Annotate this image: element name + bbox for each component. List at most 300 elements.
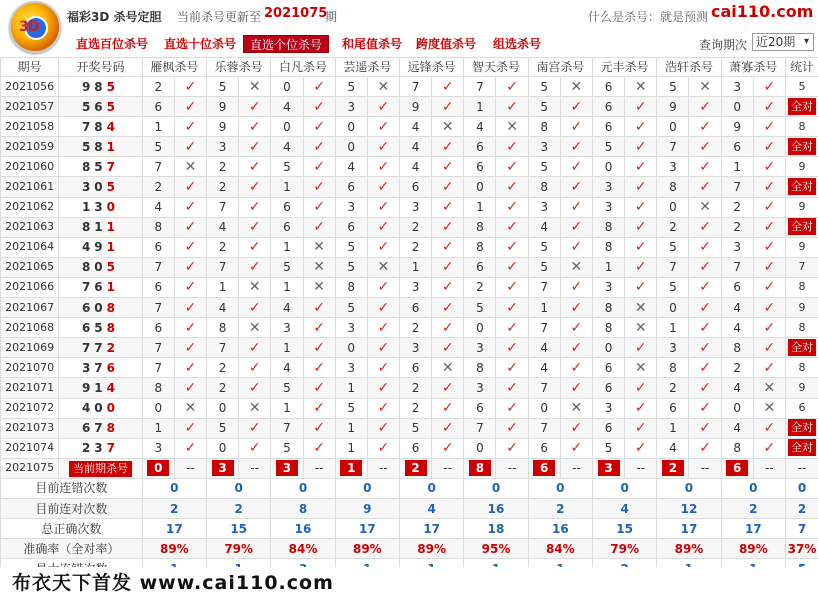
check-mark-icon: ✓: [367, 378, 399, 398]
kill-value: 1: [271, 237, 303, 257]
current-kill-cell: [271, 458, 303, 478]
current-dash: --: [174, 458, 206, 478]
check-mark-icon: ✓: [303, 358, 335, 378]
all-correct-badge: 全对: [788, 419, 816, 436]
check-mark-icon: ✓: [303, 157, 335, 177]
period-cell: 2021064: [1, 237, 59, 257]
check-mark-icon: ✓: [689, 157, 721, 177]
cross-mark-icon: ✕: [367, 77, 399, 97]
draw-digit: 5: [94, 159, 107, 174]
cross-mark-icon: ✕: [560, 257, 592, 277]
check-mark-icon: ✓: [753, 177, 785, 197]
current-kill-badge: 8: [469, 460, 491, 476]
kill-value: 2: [721, 197, 753, 217]
check-mark-icon: ✓: [303, 298, 335, 318]
kill-value: 3: [335, 318, 367, 338]
current-kill-badge: 6: [533, 460, 555, 476]
app-title: 福彩3D 杀号定胆: [67, 10, 162, 24]
current-period: 2021075: [264, 6, 328, 21]
period-cell: 2021056: [1, 77, 59, 97]
period-cell: 2021070: [1, 358, 59, 378]
kill-value: 5: [142, 137, 174, 157]
draw-digit: 6: [94, 99, 107, 114]
kill-value: 4: [271, 137, 303, 157]
check-mark-icon: ✓: [432, 177, 464, 197]
summary-value: 0: [721, 478, 785, 498]
chevron-down-icon: ▾: [803, 36, 809, 47]
check-mark-icon: ✓: [689, 338, 721, 358]
check-mark-icon: ✓: [174, 438, 206, 458]
kill-value: 1: [207, 277, 239, 297]
check-mark-icon: ✓: [496, 217, 528, 237]
draw-digit: 6: [81, 421, 95, 436]
check-mark-icon: ✓: [303, 438, 335, 458]
kill-value: 2: [400, 217, 432, 237]
kill-value: 3: [721, 77, 753, 97]
kill-value: 8: [592, 217, 624, 237]
draw-digit: 8: [106, 320, 120, 335]
kill-value: 2: [657, 378, 689, 398]
kill-value: 8: [721, 338, 753, 358]
check-mark-icon: ✓: [303, 137, 335, 157]
check-mark-icon: ✓: [367, 277, 399, 297]
summary-value: 17: [657, 519, 721, 539]
kill-value: 7: [142, 298, 174, 318]
summary-value: 89%: [657, 539, 721, 559]
current-kill-cell: [721, 458, 753, 478]
check-mark-icon: ✓: [367, 197, 399, 217]
check-mark-icon: ✓: [560, 438, 592, 458]
kill-value: 3: [400, 277, 432, 297]
summary-value: 84%: [528, 539, 592, 559]
kill-value: 6: [400, 298, 432, 318]
draw-digit: 8: [106, 421, 120, 436]
table-row: [1, 157, 818, 177]
kill-value: 5: [528, 77, 560, 97]
kill-value: 9: [207, 117, 239, 137]
check-mark-icon: ✓: [432, 137, 464, 157]
kill-value: 3: [528, 197, 560, 217]
kill-value: 3: [335, 197, 367, 217]
draw-digit: 9: [81, 380, 95, 395]
draw-cell: [59, 398, 142, 418]
summary-stat: 2: [785, 498, 818, 518]
stat-cell: 9: [785, 237, 818, 257]
summary-value: 2: [721, 498, 785, 518]
site-link[interactable]: cai110.com: [711, 2, 814, 21]
check-mark-icon: ✓: [174, 137, 206, 157]
kill-value: 6: [142, 277, 174, 297]
check-mark-icon: ✓: [303, 217, 335, 237]
summary-value: 0: [528, 478, 592, 498]
col-expert-10: 萧寡杀号: [721, 58, 785, 77]
cross-mark-icon: ✕: [753, 378, 785, 398]
draw-digit: 7: [106, 441, 120, 456]
table-row: [1, 398, 818, 418]
stat-cell: 8: [785, 358, 818, 378]
kill-value: 5: [207, 418, 239, 438]
kill-value: 6: [721, 137, 753, 157]
check-mark-icon: ✓: [560, 237, 592, 257]
draw-digit: 4: [81, 240, 95, 255]
check-mark-icon: ✓: [174, 77, 206, 97]
kill-value: 3: [592, 398, 624, 418]
query-select[interactable]: [752, 33, 814, 51]
kill-value: 5: [335, 237, 367, 257]
check-mark-icon: ✓: [432, 378, 464, 398]
kill-value: 6: [271, 197, 303, 217]
draw-digit: 0: [106, 200, 120, 215]
kill-value: 6: [400, 358, 432, 378]
kill-value: 0: [721, 398, 753, 418]
check-mark-icon: ✓: [496, 257, 528, 277]
check-mark-icon: ✓: [560, 117, 592, 137]
check-mark-icon: ✓: [432, 418, 464, 438]
check-mark-icon: ✓: [753, 257, 785, 277]
draw-digit: 3: [94, 441, 107, 456]
kill-number-table: [0, 57, 818, 592]
kill-value: 4: [271, 358, 303, 378]
check-mark-icon: ✓: [432, 217, 464, 237]
table-row: [1, 217, 818, 237]
kill-value: 8: [592, 318, 624, 338]
current-dash: --: [625, 458, 657, 478]
check-mark-icon: ✓: [174, 177, 206, 197]
cross-mark-icon: ✕: [174, 157, 206, 177]
draw-digit: 4: [81, 401, 95, 416]
kill-value: 6: [592, 117, 624, 137]
check-mark-icon: ✓: [174, 217, 206, 237]
stat-cell: 8: [785, 318, 818, 338]
kill-value: 0: [142, 398, 174, 418]
col-expert-4: 芸遥杀号: [335, 58, 399, 77]
kill-value: 3: [400, 197, 432, 217]
check-mark-icon: ✓: [753, 418, 785, 438]
check-mark-icon: ✓: [239, 438, 271, 458]
check-mark-icon: ✓: [689, 97, 721, 117]
summary-value: 89%: [721, 539, 785, 559]
kill-value: 2: [400, 378, 432, 398]
check-mark-icon: ✓: [239, 117, 271, 137]
check-mark-icon: ✓: [625, 117, 657, 137]
stat-cell: 6: [785, 398, 818, 418]
kill-value: 5: [271, 378, 303, 398]
summary-label: 目前连对次数: [1, 498, 143, 518]
draw-cell: [59, 378, 142, 398]
check-mark-icon: ✓: [239, 418, 271, 438]
col-expert-6: 智天杀号: [464, 58, 528, 77]
table-row: [1, 117, 818, 137]
summary-value: 15: [592, 519, 656, 539]
period-cell: 2021065: [1, 257, 59, 277]
check-mark-icon: ✓: [496, 318, 528, 338]
current-unit: 期: [325, 10, 338, 24]
kill-value: 5: [528, 257, 560, 277]
table-row: [1, 137, 818, 157]
check-mark-icon: ✓: [560, 137, 592, 157]
table-row: [1, 378, 818, 398]
check-mark-icon: ✓: [239, 197, 271, 217]
summary-label: 总正确次数: [1, 519, 143, 539]
draw-digit: 3: [81, 360, 95, 375]
kill-value: 7: [207, 197, 239, 217]
check-mark-icon: ✓: [560, 338, 592, 358]
kill-value: 1: [657, 318, 689, 338]
check-mark-icon: ✓: [689, 418, 721, 438]
summary-row: [1, 539, 818, 559]
kill-value: 4: [657, 438, 689, 458]
check-mark-icon: ✓: [239, 237, 271, 257]
check-mark-icon: ✓: [367, 157, 399, 177]
kill-value: 4: [142, 197, 174, 217]
draw-digit: 5: [81, 99, 95, 114]
kill-value: 7: [528, 277, 560, 297]
draw-digit: 1: [94, 380, 107, 395]
current-kill-badge: 6: [726, 460, 748, 476]
draw-digit: 7: [94, 421, 107, 436]
kill-value: 0: [528, 398, 560, 418]
period-cell: 2021060: [1, 157, 59, 177]
check-mark-icon: ✓: [753, 77, 785, 97]
check-mark-icon: ✓: [753, 137, 785, 157]
draw-cell: [59, 318, 142, 338]
draw-digit: 1: [106, 240, 120, 255]
stat-cell: [785, 217, 818, 237]
check-mark-icon: ✓: [174, 318, 206, 338]
kill-value: 2: [207, 157, 239, 177]
check-mark-icon: ✓: [239, 177, 271, 197]
draw-digit: 9: [94, 240, 107, 255]
draw-digit: 1: [81, 200, 95, 215]
kill-value: 6: [592, 378, 624, 398]
summary-row: [1, 478, 818, 498]
period-cell: 2021061: [1, 177, 59, 197]
kill-value: 0: [335, 117, 367, 137]
kill-value: 2: [142, 177, 174, 197]
summary-value: 2: [207, 498, 271, 518]
kill-value: 4: [528, 338, 560, 358]
draw-cell: [59, 338, 142, 358]
footer: [0, 567, 818, 592]
current-kill-cell: [335, 458, 367, 478]
check-mark-icon: ✓: [753, 358, 785, 378]
draw-digit: 0: [94, 180, 107, 195]
kill-value: 6: [592, 418, 624, 438]
tab-2[interactable]: 直选十位杀号: [164, 37, 237, 51]
check-mark-icon: ✓: [303, 418, 335, 438]
cross-mark-icon: ✕: [174, 398, 206, 418]
kill-value: 9: [721, 117, 753, 137]
check-mark-icon: ✓: [625, 157, 657, 177]
check-mark-icon: ✓: [753, 117, 785, 137]
draw-digit: 6: [94, 280, 107, 295]
check-mark-icon: ✓: [496, 418, 528, 438]
cross-mark-icon: ✕: [432, 358, 464, 378]
check-mark-icon: ✓: [625, 197, 657, 217]
kill-value: 7: [400, 77, 432, 97]
draw-digit: 7: [94, 340, 107, 355]
kill-value: 0: [657, 197, 689, 217]
kill-value: 1: [271, 398, 303, 418]
check-mark-icon: ✓: [753, 438, 785, 458]
kill-value: 6: [721, 277, 753, 297]
kill-value: 3: [207, 137, 239, 157]
check-mark-icon: ✓: [625, 257, 657, 277]
kill-value: 1: [335, 418, 367, 438]
draw-digit: 4: [106, 119, 120, 134]
period-cell: 2021062: [1, 197, 59, 217]
check-mark-icon: ✓: [174, 338, 206, 358]
cross-mark-icon: ✕: [303, 237, 335, 257]
check-mark-icon: ✓: [689, 257, 721, 277]
draw-cell: [59, 137, 142, 157]
summary-value: 2: [142, 498, 206, 518]
kill-value: 3: [592, 277, 624, 297]
kill-value: 5: [271, 157, 303, 177]
footer-text: 布衣天下首发 www.cai110.com: [12, 572, 334, 592]
kill-value: 0: [271, 117, 303, 137]
kill-value: 1: [142, 117, 174, 137]
check-mark-icon: ✓: [625, 97, 657, 117]
kill-value: 5: [528, 97, 560, 117]
check-mark-icon: ✓: [625, 137, 657, 157]
stat-cell: 9: [785, 157, 818, 177]
summary-label: 目前连错次数: [1, 478, 143, 498]
summary-value: 8: [271, 498, 335, 518]
check-mark-icon: ✓: [239, 217, 271, 237]
check-mark-icon: ✓: [239, 97, 271, 117]
kill-value: 7: [721, 177, 753, 197]
summary-value: 4: [400, 498, 464, 518]
kill-value: 3: [528, 137, 560, 157]
check-mark-icon: ✓: [367, 237, 399, 257]
all-correct-badge: 全对: [788, 339, 816, 356]
summary-row: [1, 519, 818, 539]
stat-cell: [785, 137, 818, 157]
summary-value: 79%: [207, 539, 271, 559]
summary-value: 0: [464, 478, 528, 498]
stat-cell: 9: [785, 298, 818, 318]
draw-cell: [59, 77, 142, 97]
draw-cell: [59, 257, 142, 277]
kill-value: 0: [464, 177, 496, 197]
check-mark-icon: ✓: [625, 338, 657, 358]
current-kill-cell: [464, 458, 496, 478]
logo: [9, 1, 61, 53]
current-kill-cell: [528, 458, 560, 478]
check-mark-icon: ✓: [303, 117, 335, 137]
table-row: [1, 77, 818, 97]
check-mark-icon: ✓: [432, 77, 464, 97]
current-kill-badge: 0: [147, 460, 169, 476]
summary-value: 0: [142, 478, 206, 498]
current-kill-cell: [400, 458, 432, 478]
check-mark-icon: ✓: [432, 157, 464, 177]
check-mark-icon: ✓: [432, 257, 464, 277]
table-row: [1, 197, 818, 217]
draw-digit: 0: [94, 300, 107, 315]
check-mark-icon: ✓: [753, 157, 785, 177]
cross-mark-icon: ✕: [689, 197, 721, 217]
tab-1[interactable]: 直选百位杀号: [76, 37, 149, 51]
cross-mark-icon: ✕: [432, 117, 464, 137]
kill-value: 3: [592, 177, 624, 197]
stat-cell: 8: [785, 277, 818, 297]
kill-value: 0: [335, 137, 367, 157]
kill-value: 3: [592, 197, 624, 217]
kill-value: 0: [271, 77, 303, 97]
kill-value: 7: [528, 318, 560, 338]
kill-value: 4: [271, 298, 303, 318]
current-kill-badge: 2: [662, 460, 684, 476]
draw-digit: 7: [106, 159, 120, 174]
kill-value: 7: [207, 338, 239, 358]
kill-value: 4: [721, 418, 753, 438]
cross-mark-icon: ✕: [239, 277, 271, 297]
table-row: [1, 97, 818, 117]
check-mark-icon: ✓: [367, 217, 399, 237]
check-mark-icon: ✓: [432, 298, 464, 318]
kill-value: 5: [335, 298, 367, 318]
summary-value: 79%: [592, 539, 656, 559]
kill-value: 1: [464, 97, 496, 117]
kill-value: 5: [335, 77, 367, 97]
all-correct-badge: 全对: [788, 138, 816, 155]
check-mark-icon: ✓: [174, 97, 206, 117]
table-row: [1, 318, 818, 338]
kill-value: 6: [464, 398, 496, 418]
check-mark-icon: ✓: [432, 318, 464, 338]
tab-3[interactable]: 直选个位杀号: [243, 35, 329, 53]
check-mark-icon: ✓: [753, 237, 785, 257]
check-mark-icon: ✓: [174, 378, 206, 398]
check-mark-icon: ✓: [496, 298, 528, 318]
check-mark-icon: ✓: [496, 398, 528, 418]
kill-value: 0: [657, 298, 689, 318]
kill-value: 8: [657, 177, 689, 197]
kill-value: 8: [142, 217, 174, 237]
tab-5[interactable]: 跨度值杀号: [416, 37, 477, 51]
kill-value: 7: [464, 418, 496, 438]
current-kill-badge: 1: [340, 460, 362, 476]
current-dash: --: [496, 458, 528, 478]
kill-value: 9: [657, 97, 689, 117]
check-mark-icon: ✓: [689, 378, 721, 398]
current-kill-cell: [142, 458, 174, 478]
kill-value: 4: [721, 378, 753, 398]
check-mark-icon: ✓: [432, 197, 464, 217]
table-row: [1, 177, 818, 197]
check-mark-icon: ✓: [753, 97, 785, 117]
all-correct-badge: 全对: [788, 178, 816, 195]
draw-cell: [59, 217, 142, 237]
kill-value: 8: [142, 378, 174, 398]
kill-value: 1: [271, 338, 303, 358]
check-mark-icon: ✓: [239, 157, 271, 177]
kill-value: 8: [464, 358, 496, 378]
kill-value: 1: [142, 418, 174, 438]
table-header-row: [1, 58, 818, 77]
check-mark-icon: ✓: [367, 137, 399, 157]
check-mark-icon: ✓: [560, 217, 592, 237]
check-mark-icon: ✓: [367, 298, 399, 318]
tab-4[interactable]: 和尾值杀号: [342, 37, 403, 51]
check-mark-icon: ✓: [689, 438, 721, 458]
check-mark-icon: ✓: [753, 298, 785, 318]
draw-cell: [59, 438, 142, 458]
kill-value: 4: [207, 298, 239, 318]
tab-6[interactable]: 组选杀号: [493, 37, 542, 51]
